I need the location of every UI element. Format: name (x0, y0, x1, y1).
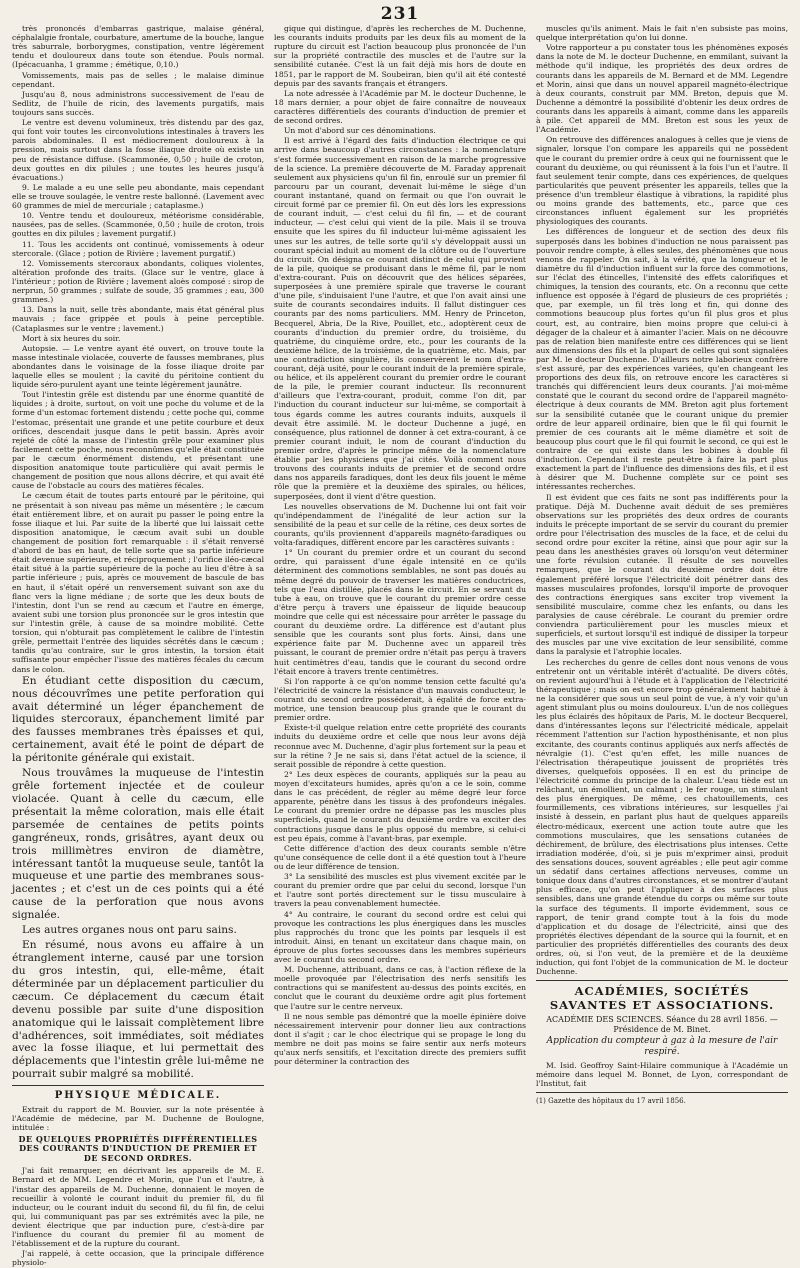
col2-paragraph: Si l'on rapporte à ce qu'on nomme tension cette faculté qu'a l'électricité de vaincre la résistance d'un mauvais conducteur, le courant du second ordre posséderait, à égalité de force extra-motrice, une tension beaucoup plus grande que le courant du premier ordre. (274, 676, 526, 723)
col2-paragraph: Cette différence d'action des deux courants semble n'être qu'une conséquence de celle dont il a été question tout à l'heure ou de leur différence de tension. (274, 843, 526, 871)
col1-paragraph: Mort à six heures du soir. (22, 333, 121, 343)
col2-paragraph: gique qui distingue, d'après les recherches de M. Duchenne, les courants induits produits par les deux fils au moment de la rupture du circuit est l'action beaucoup plus prononcée de l'un sur la propriété contractile des muscles et de l'autre sur la sensibilité cutanée. C'est là un fait déjà mis hors de doute en 1851, par le rapport de M. Soubeiran, bien qu'il ait été contesté depuis par des savants français et étrangers. (274, 24, 526, 88)
section-intro: Extrait du rapport de M. Bouvier, sur la note présentée à l'Académie de médecine, par M. Duchenne de Boulogne, intitulée : (12, 1105, 264, 1133)
col1-paragraph: 12. Vomissements stercoraux abondants, coliques violentes, altération profonde des traits. (Glace sur le ventre, glace à l'intérieur ; potion de Rivière ; lavement aloès composé : sirop de nerprun, 50 grammes ; sulfate de soude, 35 grammes ; eau, 300 grammes.) (12, 258, 264, 305)
footnote-divider (536, 1092, 788, 1093)
col3-paragraph: On retrouve des différences analogues à celles que je viens de signaler, lorsque l'on compare les appareils qui ne possèdent que le courant du premier ordre à ceux qui ne fournissent que le courant du deuxième, ou qui réunissent à la fois l'un et l'autre. Il faut seulement tenir compte, dans ces expériences, de quelques particularités que peuvent présenter les appareils, telles que la présence d'un trembleur élastique à vibrations, la rapidité plus ou moins grande des battements, etc., parce que ces circonstances influent également sur les propriétés physiologiques des courants. (536, 135, 788, 227)
col1-big-paragraph: En étudiant cette disposition du cæcum, nous découvrîmes une petite perforation qui avait déterminé un léger épanchement de liquides stercoraux, épanchement limité par des fausses membranes très épaisses et qui, certainement, avait été le point de départ de la péritonite générale qui existait. (12, 674, 264, 765)
col3-paragraph: muscles qu'ils animent. Mais le fait n'en subsiste pas moins, quelque interprétation qu'on lui donne. (536, 24, 788, 43)
col1-paragraph: très prononcés d'embarras gastrique, malaise général, céphalalgie frontale, courbature, amertume de la bouche, langue très saburrale, borborygmes, constipation, ventre légèrement tendu et douloureux dans toute son étendue. Pouls normal. (Ipécacuanha, 1 gramme ; émétique, 0,10.) (12, 24, 264, 70)
page-number: 231 (380, 4, 420, 24)
col2-paragraph: Un mot d'abord sur ces dénominations. (284, 126, 436, 136)
col1-section-paragraph: J'ai fait remarquer, en décrivant les appareils de M. E. Bernard et de MM. Legendre et Morin, que l'un et l'autre, à l'instar des appareils de M. Duchenne, donnaient le moyen de recueillir à volonté le courant induit du premier fil, du fil inducteur, ou le courant induit du second fil, du fil fin, de celui qui, lui communiquant pas par ses extrémités avec la pile, ne devient électrique que par induction pure, c'est-à-dire par l'influence du courant du premier fil au moment de l'établissement et de la rupture du courant. (12, 1166, 264, 1249)
col2-paragraph: Il est arrivé à l'égard des faits d'induction électrique ce qui arrive dans beaucoup d'autres circonstances : la nomenclature s'est formée successivement en raison de la marche progressive de la science. La première découverte de M. Faraday apprenait seulement aux physiciens qu'un fil fin, enroulé sur un premier fil parcouru par un courant, devenait lui-même le siège d'un courant instantané, quand on fermait ou que l'on ouvrait le circuit formé par ce premier fil. On eut dès lors les expressions de courant induit, — c'est celui du fil fin, — et de courant inducteur, — c'est celui qui vient de la pile. Mais il se trouva ensuite que les spires du fil inducteur lui-même agissaient les unes sur les autres, de telle sorte qu'il s'y développait aussi un courant spécial induit au moment de la clôture ou de l'ouverture du circuit. On désigna ce courant distinct de celui qui provient de la pile, quoique se produisant dans le même fil, par le nom d'extra-courant. Puis on découvrit que des hélices séparées, superposées à une première spirale que traverse le courant d'une pile, s'induisaient l'une l'autre, et que l'on avait ainsi une suite de courants secondaires induits. Il fallut distinguer ces courants par des noms particuliers. MM. Henry de Princeton, Becquerel, Abria, De la Rive, Pouillet, etc., adoptèrent ceux de courants d'induction du premier ordre, du troisième, du quatrième, du cinquième ordre, etc., pour les courants de la deuxième hélice, de la troisième, de la quatrième, etc. Mais, par une contradiction singulière, ils conservèrent le nom d'extra-courant, déjà usité, pour le courant induit de la première spirale, ou hélice, et ils appelèrent courant du premier ordre le courant de la pile, le premier courant inducteur. Ils reconnurent d'ailleurs que l'extra-courant, produit, comme l'on dit, par l'induction du courant inducteur sur lui-même, se comportait à tous égards comme les autres courants induits, auxquels il devait être assimilé. M. le docteur Duchenne a jugé, en conséquence, plus rationnel de donner à cet extra-courant, à ce premier courant induit, le nom de courant d'induction du premier ordre, d'après le principe même de la nomenclature établie par les physiciens que j'ai cités. Voilà comment nous trouvons des courants induits de premier et de second ordre dans nos appareils faradiques, dont les deux fils jouent le même rôle que la première et la deuxième des spirales, ou hélices, superposées, dont il vient d'être question. (274, 136, 526, 501)
col1-paragraph: 13. Dans la nuit, selle très abondante, mais état général plus mauvais ; face grippée et pouls à peine perceptible. (Cataplasmes sur le ventre ; lavement.) (12, 305, 264, 333)
academy-article-title: Application du compteur à gaz à la mesure de l'air respiré. (546, 1036, 778, 1057)
col1-paragraph: Le cæcum était de toutes parts entouré par le péritoine, qui ne présentait à son niveau pas même un mésentère ; le cæcum était entièrement libre, et on aurait pu passer le poing entre la fosse iliaque et lui. Par suite de la liberté que lui laissait cette disposition anatomique, le cæcum avait subi un double changement de position fort remarquable : il s'était renversé d'abord de bas en haut, de telle sorte que sa partie inférieure était devenue supérieure, et réciproquement ; l'orifice iléo-cæcal était situé à la partie supérieure de la poche au lieu d'être à sa partie inférieure ; puis, après ce mouvement de bascule de bas en haut, il s'était opéré un renversement suivant son axe du flanc vers la ligne médiane ; de sorte que les deux bouts de l'intestin, dont l'un se rend au cæcum et l'autre en émerge, avaient subi une torsion plus prononcée sur le gros intestin que sur l'intestin grêle, à cause de sa moindre mobilité. Cette torsion, qui n'obturait pas complètement le calibre de l'intestin grêle, permettait l'entrée des liquides sécrétés dans le cæcum ; tandis qu'au contraire, sur le gros intestin, la torsion était suffisante pour empêcher l'issue des matières fécales du cæcum dans le colon. (12, 491, 264, 674)
col2-paragraph: La note adressée à l'Académie par M. le docteur Duchenne, le 18 mars dernier, a pour objet de faire connaître de nouveaux caractères différentiels des courants d'induction de premier et de second ordres. (274, 88, 526, 126)
col1-paragraph: Vomissements, mais pas de selles ; le malaise diminue cependant. (12, 70, 264, 89)
col2-paragraph: 1° Un courant du premier ordre et un courant du second ordre, qui paraissent d'une égale intensité en ce qu'ils déterminent des commotions semblables, ne sont pas doués au même degré du pouvoir de traverser les matières conductrices, tels que l'eau distillée, placés dans le circuit. En se servant du tube à eau, on trouve que le courant du premier ordre cesse d'être perçu à travers une épaisseur de liquide beaucoup moindre que celle qui est nécessaire pour arrêter le passage du courant du deuxième ordre. La différence est d'autant plus sensible que les courants sont plus forts. Ainsi, dans une expérience faite par M. Duchenne avec un appareil très puissant, le courant de premier ordre n'était pas perçu à travers huit centimètres d'eau, tandis que le courant du second ordre l'était encore à travers trente centimètres. (274, 548, 526, 676)
academy-paragraph: M. Isid. Geoffroy Saint-Hilaire communique à l'Académie un mémoire dans lequel M. Bonnet, de Lyon, correspondant de l'Institut, fait (536, 1060, 788, 1088)
col1-paragraph: Tout l'intestin grêle est distendu par une énorme quantité de liquides ; à droite, surtout, on voit une poche du volume et de la forme d'un estomac fortement distendu ; cette poche qui, comme l'estomac, présentait une grande et une petite courbure et deux orifices, descendait jusque dans le petit bassin. Après avoir rejeté de côté la masse de l'intestin grêle pour examiner plus facilement cette poche, nous reconnûmes qu'elle était constituée par le cæcum énormément distendu, et présentant une disposition anatomique toute particulière qui avait permis le changement de position que nous allons décrire, et qui avait été cause de l'obstacle au cours des matières fécales. (12, 390, 265, 491)
col2-paragraph: Existe-t-il quelque relation entre cette propriété des courants induits du deuxième ordre et celle que nous leur avons déjà reconnue avec M. Duchenne, d'agir plus fortement sur la peau et sur la rétine ? Je ne sais si, dans l'état actuel de la science, il serait possible de répondre à cette question. (274, 723, 526, 769)
col1-paragraph: 10. Ventre tendu et douloureux, météorisme considérable, nausées, pas de selles. (Scammonée, 0,50 ; huile de croton, trois gouttes en dix pilules ; lavement purgatif.) (12, 211, 264, 239)
column-3 (536, 24, 788, 1106)
col1-section-paragraph: J'ai rappelé, à cette occasion, que la principale différence physiolo- (12, 1249, 264, 1268)
col1-paragraph: Jusqu'au 8, nous administrons successivement de l'eau de Sedlitz, de l'huile de ricin, des lavements purgatifs, mais toujours sans succès. (12, 89, 264, 117)
col2-paragraph: 4° Au contraire, le courant du second ordre est celui qui provoque les contractions les plus énergiques dans les muscles plus rapprochés du tronc que les points par lesquels il est introduit. Ainsi, en tenant un excitateur dans chaque main, on éprouve de plus fortes secousses dans les membres supérieurs avec le courant du second ordre. (274, 909, 526, 965)
col2-paragraph: 2° Les deux espèces de courants, appliqués sur la peau au moyen d'excitateurs humides, après qu'on a ce le soin, comme dans le cas précédent, de régler au même degré leur force apparente, pénètre dans les tissus à des profondeurs inégales. Le courant du premier ordre ne dépasse pas les muscles plus superficiels, quand le courant du deuxième ordre va exciter des contractions jusque dans le plus opposé du membre, si celui-ci est peu épais, comme à l'avant-bras, par exemple. (274, 769, 526, 843)
section-divider (12, 1085, 264, 1086)
col1-paragraph: Le ventre est devenu volumineux, très distendu par des gaz, qui font voir toutes les circonvolutions intestinales à travers les parois abdominales. Il est médiocrement douloureux à la pression, mais surtout dans la fosse iliaque droite où existe un peu de résistance diffuse. (Scammonée, 0,50 ; huile de croton, deux gouttes en dix pilules ; une toutes les heures jusqu'à évacuations.) (12, 118, 264, 182)
col3-paragraph: Votre rapporteur a pu constater tous les phénomènes exposés dans la note de M. le docteur Duchenne, en emmilant, suivant la méthode qu'il indique, les propriétés des deux ordres de courants dans les appareils de M. Bernard et de MM. Legendre et Morin, ainsi que dans un nouvel appareil magnéto-électrique à deux courants, construit par MM. Breton, depuis que M. Duchenne a démontré la possibilité d'obtenir les deux ordres de courants dans les appareils à aimant, comme dans les appareils à pile. Cet appareil de MM. Breton est sous les yeux de l'Académie. (536, 43, 788, 135)
column-2 (274, 24, 526, 1092)
col3-paragraph: Les différences de longueur et de section des deux fils superposés dans les bobines d'induction ne nous paraissent pas pouvoir rendre compte, à elles seules, des phénomènes que nous venons de rappeler. On sait, à la vérité, que la longueur et le diamètre du fil d'induction influent sur la force des commotions, sur l'éclat des étincelles, l'intensité des effets calorifiques et chimiques, la tension des courants, etc. On a reconnu que cette influence est opposée à l'égard de plusieurs de ces propriétés ; que, par exemple, un fil très long et fin, qui donne des commotions beaucoup plus fortes qu'un fil plus gros et plus court, est, au contraire, bien moins propre que celui-ci à dégager de la chaleur et à aimanter l'acier. Mais on ne découvre pas de relation bien manifeste entre ces différences qui se lient aux dimensions des fils et la plupart de celles qui sont signalées par M. le docteur Duchenne. D'ailleurs notre laborieux confrère s'est assuré, par des expériences variées, qu'en changeant les proportions des deux fils, on retrouve encore les caractères si tranchés qui différencient leurs deux courants. J'ai moi-même constaté que le courant du second ordre de l'appareil magnéto-électrique à deux courants de MM. Breton agit plus fortement sur la sensibilité cutanée que le courant unique du premier ordre de leur appareil ordinaire, bien que le fil qui fournit le premier de ces courants ait le même diamètre et soit de beaucoup plus court que le fil qui fournit le second, ce qui est le contraire de ce qui existe dans les bobines à double fil d'induction. Cependant il reste peut-être à faire la part plus exactement la part de l'influence des dimensions des fils, et il est à désirer que M. Duchenne complète sur ce point ses intéressantes recherches. (536, 227, 788, 492)
article-subheading: DE QUELQUES PROPRIÉTÉS DIFFÉRENTIELLES DES COURANTS D'INDUCTION DE PREMIER ET DE SECOND ORDRES. (18, 1133, 258, 1163)
col2-paragraph: M. Duchenne, attribuant, dans ce cas, à l'action réflexe de la moelle provoquée par l'électrisation des nerfs sensitifs les contractions qui se manifestent au-dessus des points excités, en conclut que le courant du deuxième ordre agit plus fortement que l'autre sur le centre nerveux. (274, 965, 526, 1011)
page-columns (12, 24, 788, 1268)
footnote: (1) Gazette des hôpitaux du 17 avril 1856. (536, 1097, 686, 1106)
col1-paragraph: 9. Le malade a eu une selle peu abondante, mais cependant elle se trouve soulagée, le ventre reste ballonné. (Lavement avec 60 grammes de miel de mercuriale ; cataplasme.) (12, 182, 264, 211)
col3-paragraph: Il est évident que ces faits ne sont pas indifférents pour la pratique. Déjà M. Duchenne avait déduit de ses premières observations sur les propriétés des deux ordres de courants induits le précepte important de se servir du courant du premier ordre pour l'électrisation des muscles de la face, et de celui du second ordre pour exciter la rétine, ainsi que pour agir sur la peau dans les anesthésies graves où lorsqu'on veut déterminer une forte révulsion cutanée. Il résulte de ses nouvelles remarques, que le courant du deuxième ordre doit être également préféré lorsque l'électricité doit pénétrer dans des masses musculaires profondes, lorsqu'il importe de provoquer des contractions énergiques sans exciter trop vivement la sensibilité musculaire, comme chez les enfants, ou dans les paralysies de cause cérébrale. Le courant du premier ordre conviendra particulièrement pour les muscles mieux et superficiels, et surtout lorsqu'il est indiqué de dissiper la torpeur des muscles par une vive excitation de leur sensibilité, comme dans la paralysie et l'atrophie locales. (536, 492, 788, 657)
col2-paragraph: Il ne nous semble pas démontré que la moelle épinière doive nécessairement intervenir pour donner lieu aux contractions dont il s'agit ; car le choc électrique qui se propage le long du membre ne doit pas moins se faire sentir aux nerfs moteurs qu'aux nerfs sensitifs, et l'excitation directe des premiers suffit pour déterminer la contraction des (274, 1011, 526, 1067)
col2-paragraph: 3° La sensibilité des muscles est plus vivement excitée par le courant du premier ordre que par celui du second, lorsque l'un et l'autre sont portés directement sur le tissu musculaire à travers la peau convenablement humectée. (274, 872, 526, 909)
academy-heading: ACADÉMIES, SOCIÉTÉS SAVANTES ET ASSOCIATIONS. (549, 984, 775, 1013)
column-1 (12, 24, 265, 1268)
col1-big-paragraph: En résumé, nous avons eu affaire à un étranglement interne, causé par une torsion du gros intestin, qui, elle-même, était déterminée par un déplacement particulier du cæcum. Ce déplacement du cæcum était devenu possible par suite d'une disposition anatomique qui le laissait complètement libre d'adhérences, soit immédiates, soit médiates avec la fosse iliaque, et lui permettait des déplacements que l'intestin grêle lui-même ne pourrait subir malgré sa mobilité. (12, 939, 264, 1081)
academy-session: ACADÉMIE DES SCIENCES. Séance du 28 avril 1856. — Présidence de M. Binet. (546, 1014, 778, 1034)
col2-paragraph: Les nouvelles observations de M. Duchenne lui ont fait voir qu'indépendamment de l'inégalité de leur action sur la sensibilité de la peau et sur celle de la rétine, ces deux sortes de courants, qu'ils proviennent d'appareils magnéto-faradiques ou volta-faradiques, diffèrent encore par les caractères suivants : (274, 501, 526, 548)
autopsy-paragraph: Autopsie. — Le ventre ayant été ouvert, on trouve toute la masse intestinale violacée, couverte de fausses membranes, plus abondantes dans le voisinage de la fosse iliaque droite par laquelle elles se moulent ; la cavité du péritoine contient du liquide séro-purulent ayant une teinte légèrement jaunâtre. (12, 343, 264, 390)
col3-paragraph: Les recherches du genre de celles dont nous venons de vous entretenir ont un véritable intérêt d'actualité. De divers côtés, on revient aujourd'hui à l'étude et à l'application de l'électricité thérapeutique ; mais on est encore trop généralement habitué à ne la considérer que sous un seul point de vue, à n'y voir qu'un agent stimulant plus ou moins douloureux. L'un de nos collègues les plus éclairés des hôpitaux de Paris, M. le docteur Becquerel, dans d'intéressantes leçons sur l'électricité médicale, appelait récemment l'attention sur l'action hyposthénisante, et non plus excitante, des courants continus appliqués aux nerfs affectés de névralgie (1). C'est qu'en effet, les mille nuances de l'électrisation thérapeutique jouissent de propriétés très diverses, quelquefois opposées. Il en est du principe de l'électricité comme du principe de la chaleur. L'eau tiède est un relâchant, un émollient, un calmant ; le fer rouge, un stimulant des plus énergiques. De même, ces chatouillements, ces fourmillements, ces vibrations intérieures, sur lesquelles j'ai insisté à dessein, en parlant plus haut de quelques appareils électro-médicaux, exercent une action toute autre que les commotions musculaires, que les sensations cutanées de déchirement, de brûlure, des électrisations plus intenses. Cette irradiation modérée, d'où, si je puis m'exprimer ainsi, produit des sensations douces, souvent agréables ; elle peut agir comme un sédatif dans certaines affections nerveuses, comme un tonique doux dans d'autres circonstances, et se montrer d'autant plus efficace, qu'on peut l'appliquer à des surfaces plus sensibles, dans une grande étendue du corps ou même sur toute la surface des téguments. Il importe évidemment, sous ce rapport, de tenir grand compte tout à la fois du mode d'application et du dosage de l'électricité, ainsi que des propriétés électives dépendant de la source qui la fournit, et en particulier des propriétés différentielles des courants des deux ordres, où, si l'on veut, de la première et de la deuxième induction, qui font l'objet de la communication de M. le docteur Duchenne. (536, 657, 788, 977)
col1-big-paragraph: Les autres organes nous ont paru sains. (22, 924, 237, 937)
section-divider (536, 980, 788, 981)
col1-big-paragraph: Nous trouvâmes la muqueuse de l'intestin grêle fortement injectée et de couleur violacée. Quant à celle du cæcum, elle présentait la même coloration, mais elle était parsemée de centaines de petits points gangréneux, ronds, grisâtres, ayant deux ou trois millimètres environ de diamètre, intéressant tantôt la muqueuse seule, tantôt la muqueuse et une partie des membranes sous-jacentes ; et c'est un de ces points qui a été cause de la perforation que nous avons signalée. (12, 767, 264, 922)
section-heading: PHYSIQUE MÉDICALE. (54, 1090, 222, 1102)
col1-paragraph: 11. Tous les accidents ont continué, vomissements à odeur stercorale. (Glace ; potion de Rivière ; lavement purgatif.) (12, 239, 264, 258)
